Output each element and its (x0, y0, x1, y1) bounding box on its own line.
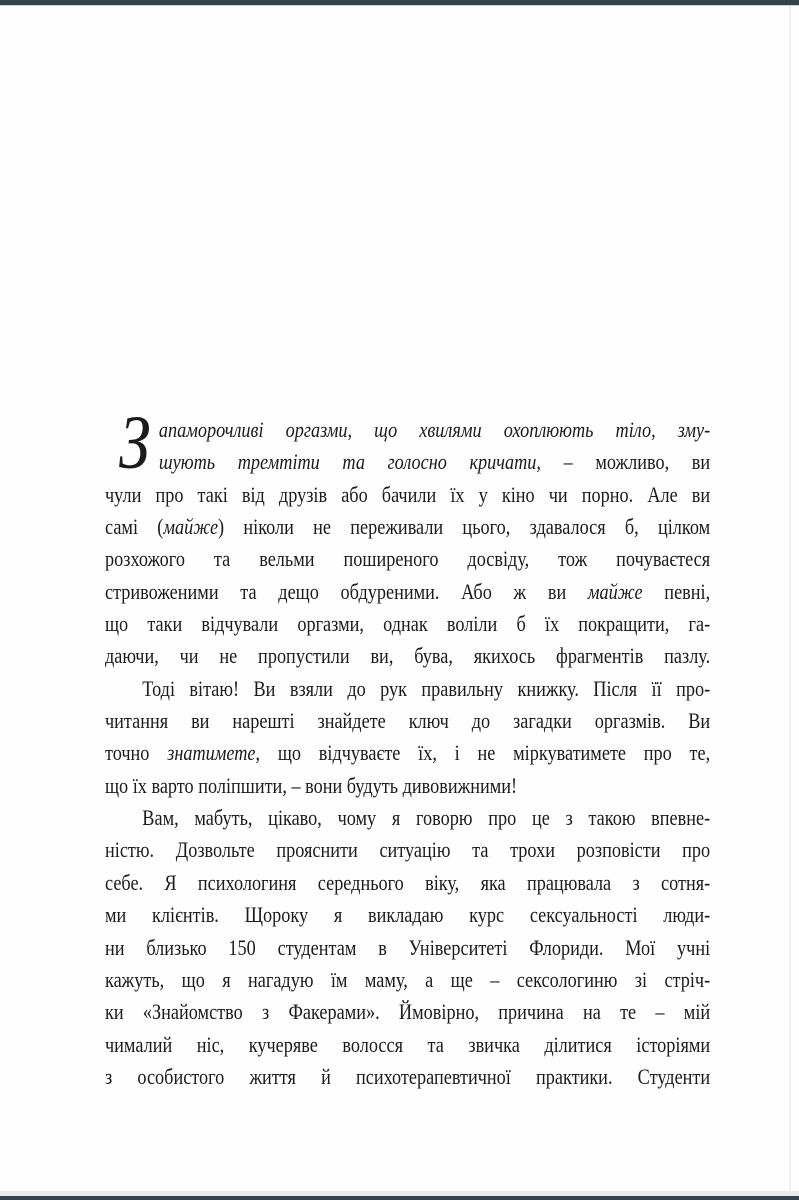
text-line (105, 511, 710, 543)
text-segment: що таки відчували оргазми, однак воліли б їх покращити, га- (105, 611, 711, 637)
text-line (105, 446, 710, 478)
text-line (105, 1029, 710, 1061)
italic-text-segment: апаморочливі оргазми, що хвилями охоплюють тіло, зму- (158, 417, 711, 442)
text-line (105, 932, 710, 964)
drop-cap: З (119, 401, 151, 485)
text-line (105, 867, 710, 899)
text-line (105, 576, 710, 608)
text-line (105, 543, 710, 575)
text-line (105, 834, 710, 866)
text-line (105, 996, 710, 1028)
text-block (105, 401, 711, 1093)
text-segment: ) ніколи не переживали цього, здавалося б, цілком (218, 514, 711, 540)
text-segment: кажуть, що я нагадую їм маму, а ще – сексологиню зі стріч- (105, 966, 711, 992)
text-segment: Вам, мабуть, цікаво, чому я говорю про це з такою впевне- (142, 805, 711, 831)
text-segment: Тоді вітаю! Ви взяли до рук правильну книжку. Після її про- (142, 675, 711, 701)
text-segment: певні, (642, 578, 711, 604)
text-line (105, 1061, 710, 1093)
text-line (105, 899, 710, 931)
window-bottom-edge (0, 1196, 799, 1200)
text-line (105, 414, 710, 446)
text-segment: розхожого та вельми поширеного досвіду, тож почуваєтеся (105, 546, 711, 572)
text-line (105, 479, 710, 511)
text-segment: ністю. Дозвольте прояснити ситуацію та трохи розповісти про (105, 837, 711, 863)
text-segment: читання ви нарешті знайдете ключ до загадки оргазмів. Ви (105, 708, 711, 734)
italic-text-segment: майже (163, 514, 219, 540)
text-segment: точно (105, 740, 168, 766)
text-line (105, 608, 710, 640)
text-segment: самі ( (105, 514, 164, 540)
page-right-edge-line (789, 6, 791, 1191)
text-line (105, 705, 710, 737)
text-line (105, 964, 710, 996)
text-line (105, 737, 710, 769)
text-segment: – можливо, ви (540, 449, 711, 475)
window-top-edge (0, 0, 799, 6)
text-line (105, 770, 710, 802)
text-segment: стривоженими та дещо обдуреними. Або ж ви (105, 578, 588, 604)
text-segment: ни близько 150 студентам в Університеті Флориди. Мої учні (105, 934, 711, 960)
text-segment: що їх варто поліпшити, – вони будуть дивовижними! (105, 772, 518, 798)
italic-text-segment: майже (587, 578, 643, 604)
text-line (105, 673, 710, 705)
text-segment: себе. Я психологиня середнього віку, яка працювала з сотня- (105, 869, 711, 895)
text-segment: ки «Знайомство з Факерами». Ймовірно, причина на те – мій (105, 999, 711, 1025)
italic-text-segment: знатимете (167, 740, 256, 766)
text-line (105, 802, 710, 834)
italic-text-segment: шують тремтіти та голосно кричати, (158, 449, 541, 475)
text-segment: даючи, чи не пропустили ви, бува, якихось фрагментів пазлу. (105, 643, 711, 669)
text-segment: чималий ніс, кучеряве волосся та звичка ділитися історіями (105, 1031, 711, 1057)
text-segment: чули про такі від друзів або бачили їх у кіно чи порно. Але ви (105, 481, 711, 507)
text-segment: з особистого життя й психотерапевтичної практики. Студенти (105, 1063, 711, 1089)
text-segment: ми клієнтів. Щороку я викладаю курс сексуальності люди- (105, 902, 711, 928)
text-segment: , що відчуваєте їх, і не міркуватимете про те, (255, 740, 711, 766)
text-line (105, 640, 710, 672)
